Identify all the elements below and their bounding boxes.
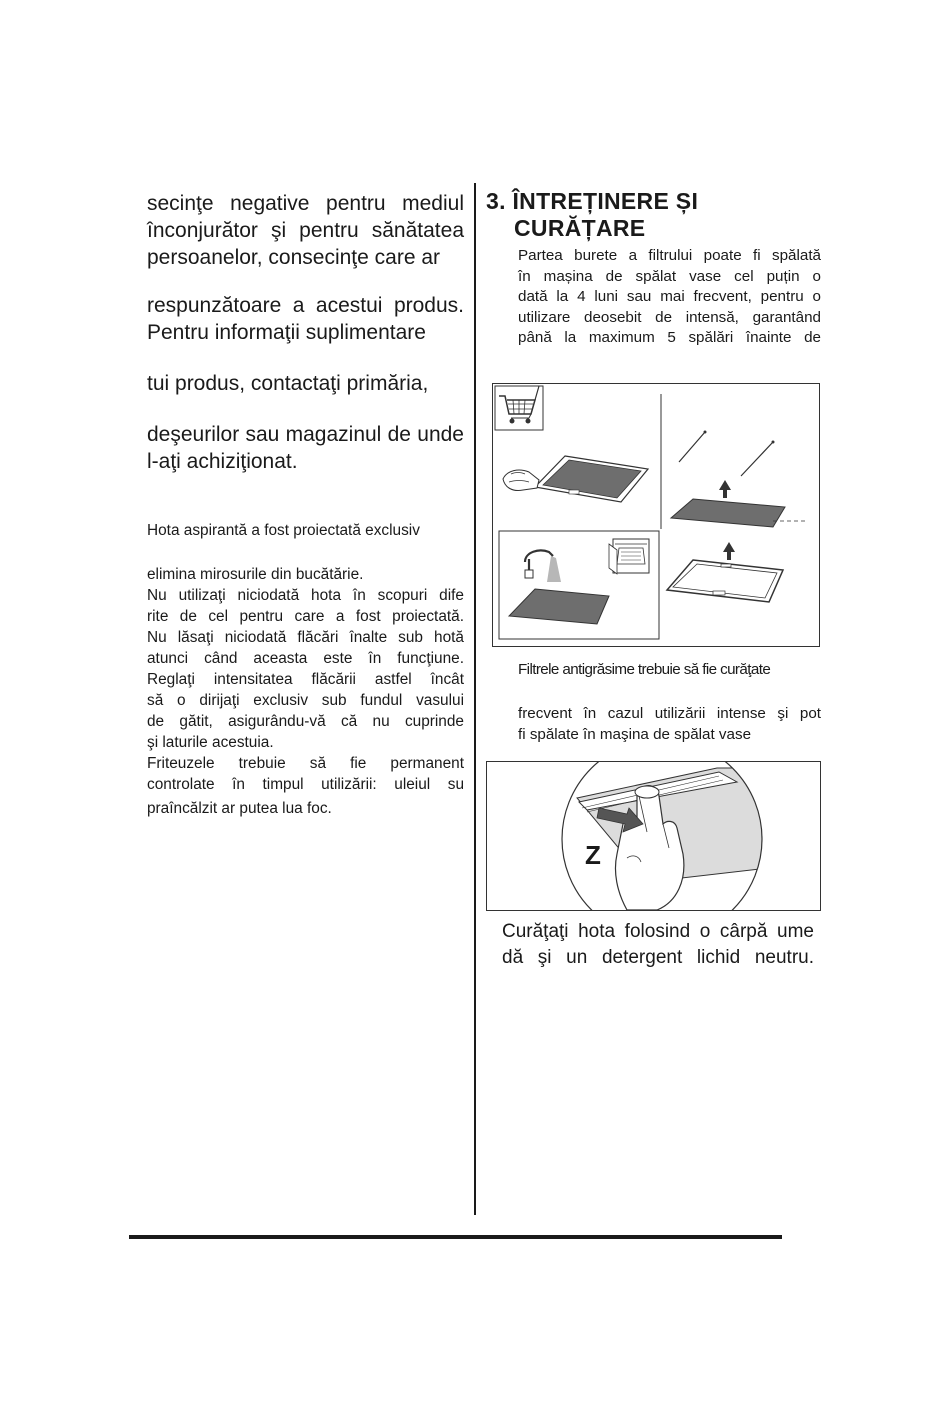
left-text-block-1: secinţe negative pentru mediul înconjurător şi pentru sănătatea persoanelor, consecinţe care ar [147, 192, 464, 269]
safety-line: să o dirijaţi exclusiv sub fundul vasului [147, 692, 464, 709]
footer-rule [129, 1235, 782, 1239]
intro-line: Partea burete a filtrului poate fi spălată [518, 247, 821, 264]
filter-washing-figure [492, 383, 820, 647]
grease-filter-removal-figure [486, 761, 821, 911]
filter-line: fi spălate în maşina de spălat vase [518, 725, 752, 743]
intro-line: utilizare deosebit de intensă, garantând [518, 308, 821, 326]
safety-line: rite de cel pentru care a fost proiectată. [147, 608, 464, 625]
shopping-cart-icon [495, 386, 543, 430]
filter-frame [667, 542, 783, 602]
filter-with-hand [503, 456, 648, 502]
filter-line: frecvent în cazul utilizării intense şi pot [518, 705, 821, 722]
safety-line: Nu utilizaţi niciodată hota în scopuri dife [147, 587, 464, 604]
sponge-filter-intro [518, 246, 821, 349]
left-text-block-2: respunzătoare a acestui produs. Pentru informaţii suplimentare [147, 294, 464, 344]
safety-line: praîncălzit ar putea lua foc. [147, 800, 332, 817]
washing-panel [499, 531, 659, 639]
grease-filter-instructions [518, 704, 821, 745]
safety-instructions [147, 564, 464, 819]
grease-filter-line: Filtrele antigrăsime trebuie să fie curăţate [518, 661, 771, 678]
intro-line: dată la 4 luni sau mai frecvent, pentru o [518, 288, 821, 305]
left-text-block-4: deşeurilor sau magazinul de unde l-aţi achiziţionat. [147, 423, 464, 473]
safety-line: Friteuzele trebuie să fie permanent [147, 755, 464, 772]
safety-line: şi laturile acestuia. [147, 734, 274, 751]
intro-line: până la maximum 5 spălări înainte de [518, 329, 821, 346]
cleaning-line: Curăţaţi hota folosind o cârpă ume [502, 921, 814, 942]
filter-sponge-removal [671, 431, 805, 528]
safety-line: atunci când aceasta este în funcţiune. [147, 650, 464, 667]
safety-line: controlate în timpul utilizării: uleiul su [147, 776, 464, 793]
safety-line: de gătit, asigurându-vă că nu cuprinde [147, 713, 464, 730]
figure-label-z: Z [585, 840, 601, 870]
intro-line: în mașina de spălat vase cel puțin o [518, 267, 821, 285]
hota-purpose-line: Hota aspirantă a fost proiectată exclusiv [147, 522, 420, 539]
column-divider [474, 183, 476, 1215]
grease-filter-removal-illustration [487, 762, 820, 910]
safety-line: Nu lăsaţi niciodată flăcări înalte sub hotă [147, 629, 464, 646]
safety-line: elimina mirosurile din bucătărie. [147, 566, 364, 583]
cleaning-instructions [502, 919, 814, 971]
filter-washing-illustration [493, 384, 819, 646]
section-heading: 3. ÎNTREȚINERE ȘI CURĂȚARE [486, 188, 699, 241]
safety-line: Reglaţi intensitatea flăcării astfel încât [147, 671, 464, 688]
left-text-block-3: tui produs, contactaţi primăria, [147, 372, 429, 395]
cleaning-line: dă şi un detergent lichid neutru. [502, 947, 814, 968]
